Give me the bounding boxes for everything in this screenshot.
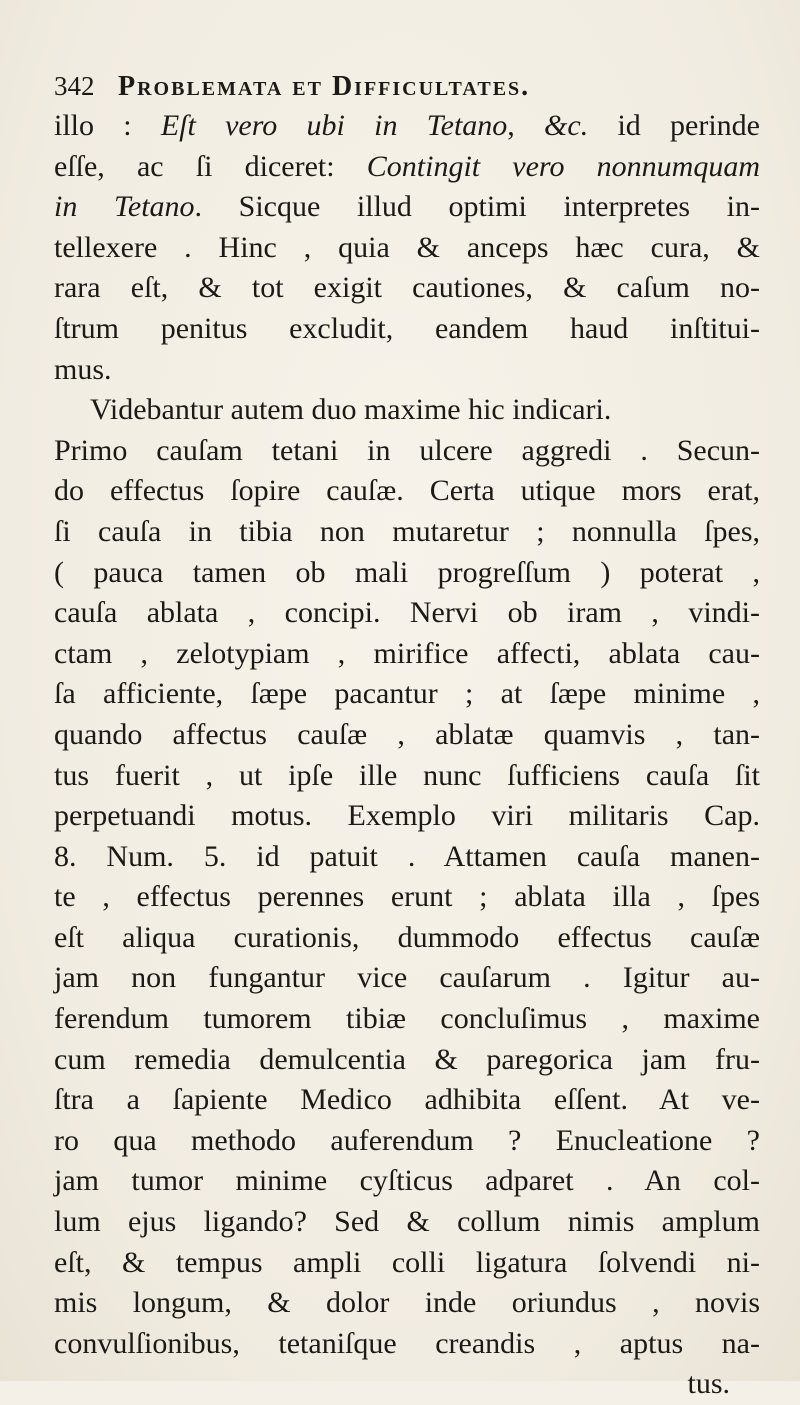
text-segment: ( pauca tamen ob mali progreſſum ) poterat , <box>54 555 760 589</box>
text-line <box>54 268 760 309</box>
text-line <box>54 877 760 918</box>
text-line <box>54 999 760 1040</box>
text-segment: ſtra a ſapiente Medico adhibita eſſent. At ve- <box>54 1083 760 1117</box>
text-segment: mus. <box>54 352 112 386</box>
text-segment: cum remedia demulcentia & paregorica jam fru- <box>54 1042 760 1076</box>
text-segment: jam non fungantur vice cauſarum . Igitur au- <box>54 961 760 995</box>
running-head <box>54 68 760 104</box>
text-line <box>54 918 760 959</box>
text-line <box>54 187 760 228</box>
text-line <box>54 593 760 634</box>
text-segment: jam tumor minime cyſticus adparet . An col- <box>54 1164 760 1198</box>
text-line <box>54 1364 760 1405</box>
text-segment: ro qua methodo auferendum ? Enucleatione ? <box>54 1123 760 1157</box>
text-line <box>54 837 760 878</box>
text-segment: perpetuandi motus. Exemplo viri militaris Cap. <box>54 799 760 833</box>
text-line <box>54 1040 760 1081</box>
text-segment: ſi cauſa in tibia non mutaretur ; nonnulla ſpes, <box>54 514 760 548</box>
text-segment: do effectus ſopire cauſæ. Certa utique mors erat, <box>54 474 760 508</box>
text-line <box>54 106 760 147</box>
text-segment: rara eſt, & tot exigit cautiones, & caſum no- <box>54 271 760 305</box>
text-segment: lum ejus ligando? Sed & collum nimis amplum <box>54 1205 760 1239</box>
text-line <box>54 350 760 391</box>
text-segment: ferendum tumorem tibiæ concluſimus , maxime <box>54 1002 760 1036</box>
text-segment: convulſionibus, tetaniſque creandis , aptus na- <box>54 1326 760 1360</box>
running-title: Problemata et Difficultates. <box>118 71 531 102</box>
text-line <box>54 390 760 431</box>
text-line <box>54 1121 760 1162</box>
text-line <box>54 228 760 269</box>
text-line <box>54 634 760 675</box>
text-segment: Primo cauſam tetani in ulcere aggredi . Secun- <box>54 433 760 467</box>
text-line <box>54 1243 760 1284</box>
text-segment: ſa afficiente, ſæpe pacantur ; at ſæpe minime , <box>54 677 760 711</box>
text-line <box>54 471 760 512</box>
text-segment: eſt, & tempus ampli colli ligatura ſolvendi ni- <box>54 1245 760 1279</box>
body-text <box>54 106 760 1405</box>
text-segment: eſt aliqua curationis, dummodo effectus cauſæ <box>54 920 760 954</box>
text-segment: tus fuerit , ut ipſe ille nunc ſufficiens cauſa ſit <box>54 758 760 792</box>
text-line <box>54 1283 760 1324</box>
text-line <box>54 309 760 350</box>
text-line <box>54 1202 760 1243</box>
text-segment: tus. <box>687 1367 730 1401</box>
text-line <box>54 1324 760 1365</box>
text-line <box>54 796 760 837</box>
text-segment: illo : <box>54 109 161 142</box>
text-line <box>54 512 760 553</box>
text-segment: ctam , zelotypiam , mirifice affecti, ablata cau- <box>54 636 760 670</box>
text-line <box>54 715 760 756</box>
text-segment: . Sicque illud optimi interpretes in- <box>194 190 760 224</box>
text-segment: eſſe, ac ſi diceret: <box>54 149 367 183</box>
text-line <box>54 958 760 999</box>
page-number: 342 <box>54 71 95 101</box>
text-segment: te , effectus perennes erunt ; ablata illa , ſpes <box>54 880 760 914</box>
text-segment: quando affectus cauſæ , ablatæ quamvis , tan- <box>54 717 760 751</box>
text-line <box>54 553 760 594</box>
text-line <box>54 1161 760 1202</box>
text-segment: , <box>507 109 545 142</box>
text-line <box>54 431 760 472</box>
text-line <box>54 674 760 715</box>
text-segment: id perinde <box>588 109 760 142</box>
text-segment: mis longum, & dolor inde oriundus , novis <box>54 1286 760 1320</box>
text-line <box>54 756 760 797</box>
text-line <box>54 147 760 188</box>
text-segment: tellexere . Hinc , quia & anceps hæc cura, & <box>54 230 760 264</box>
italic-text: Contingit vero nonnumquam <box>366 149 760 183</box>
text-segment: 8. Num. 5. id patuit . Attamen cauſa manen- <box>54 839 760 873</box>
text-segment: cauſa ablata , concipi. Nervi ob iram , vindi- <box>54 596 760 630</box>
italic-text: &c. <box>544 109 589 142</box>
italic-text: Eſt vero ubi in Tetano <box>160 109 508 142</box>
text-segment: ſtrum penitus excludit, eandem haud inſtitui- <box>54 311 760 345</box>
italic-text: in Tetano <box>54 190 195 224</box>
text-line <box>54 1080 760 1121</box>
text-segment: Videbantur autem duo maxime hic indicari. <box>90 393 612 427</box>
